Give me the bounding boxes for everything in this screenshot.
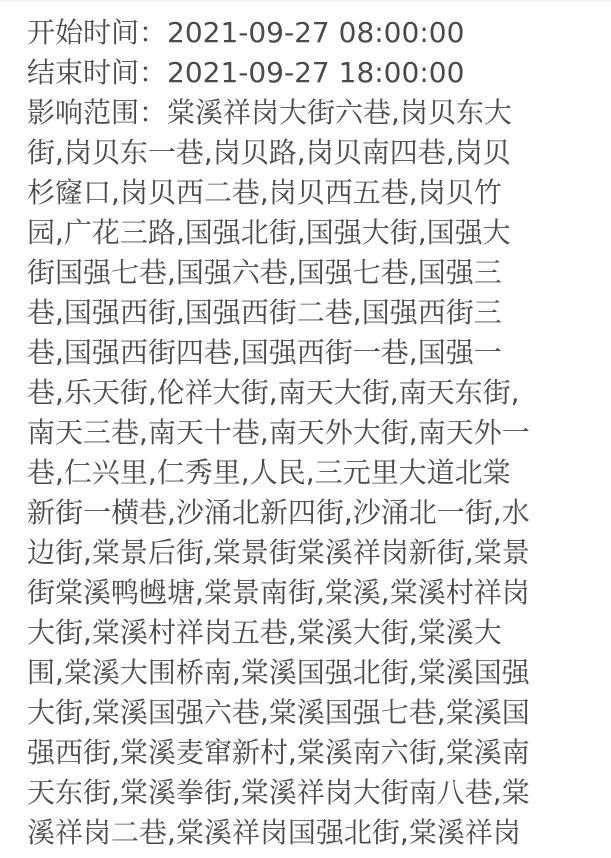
impact-line: 溪祥岗二巷,棠溪祥岗国强北街,棠溪祥岗 — [27, 816, 521, 849]
impact-line: 巷,仁兴里,仁秀里,人民,三元里大道北棠 — [27, 456, 511, 489]
impact-line: 巷,国强西街四巷,国强西街一巷,国强一 — [27, 336, 502, 369]
impact-line: 巷,乐天街,伦祥大街,南天大街,南天东街, — [27, 376, 520, 409]
impact-line: 街国强七巷,国强六巷,国强七巷,国强三 — [27, 256, 502, 289]
impact-line: 围,棠溪大围桥南,棠溪国强北街,棠溪国强 — [27, 656, 530, 689]
impact-line: 街棠溪鸭乸塘,棠景南街,棠溪,棠溪村祥岗 — [27, 576, 530, 609]
impact-line: 边街,棠景后街,棠景街棠溪祥岗新街,棠景 — [27, 536, 530, 569]
impact-line: 街,岗贝东一巷,岗贝路,岗贝南四巷,岗贝 — [27, 136, 511, 169]
impact-line: 大街,棠溪村祥岗五巷,棠溪大街,棠溪大 — [27, 616, 502, 649]
top-divider — [0, 0, 611, 2]
impact-line: 天东街,棠溪拳街,棠溪祥岗大街南八巷,棠 — [27, 776, 530, 809]
impact-line: 巷,国强西街,国强西街二巷,国强西街三 — [27, 296, 502, 329]
impact-line: 强西街,棠溪麦窜新村,棠溪南六街,棠溪南 — [27, 736, 530, 769]
impact-line: 杉窿口,岗贝西二巷,岗贝西五巷,岗贝竹 — [27, 176, 502, 209]
impact-line: 大街,棠溪国强六巷,棠溪国强七巷,棠溪国 — [27, 696, 530, 729]
impact-line: 影响范围：棠溪祥岗大街六巷,岗贝东大 — [27, 96, 512, 129]
impact-line: 南天三巷,南天十巷,南天外大街,南天外一 — [27, 416, 530, 449]
impact-line: 园,广花三路,国强北街,国强大街,国强大 — [27, 216, 511, 249]
start-time: 开始时间：2021-09-27 08:00:00 — [27, 16, 465, 49]
impact-line: 新街一横巷,沙涌北新四街,沙涌北一街,水 — [27, 496, 530, 529]
end-time: 结束时间：2021-09-27 18:00:00 — [27, 56, 465, 89]
